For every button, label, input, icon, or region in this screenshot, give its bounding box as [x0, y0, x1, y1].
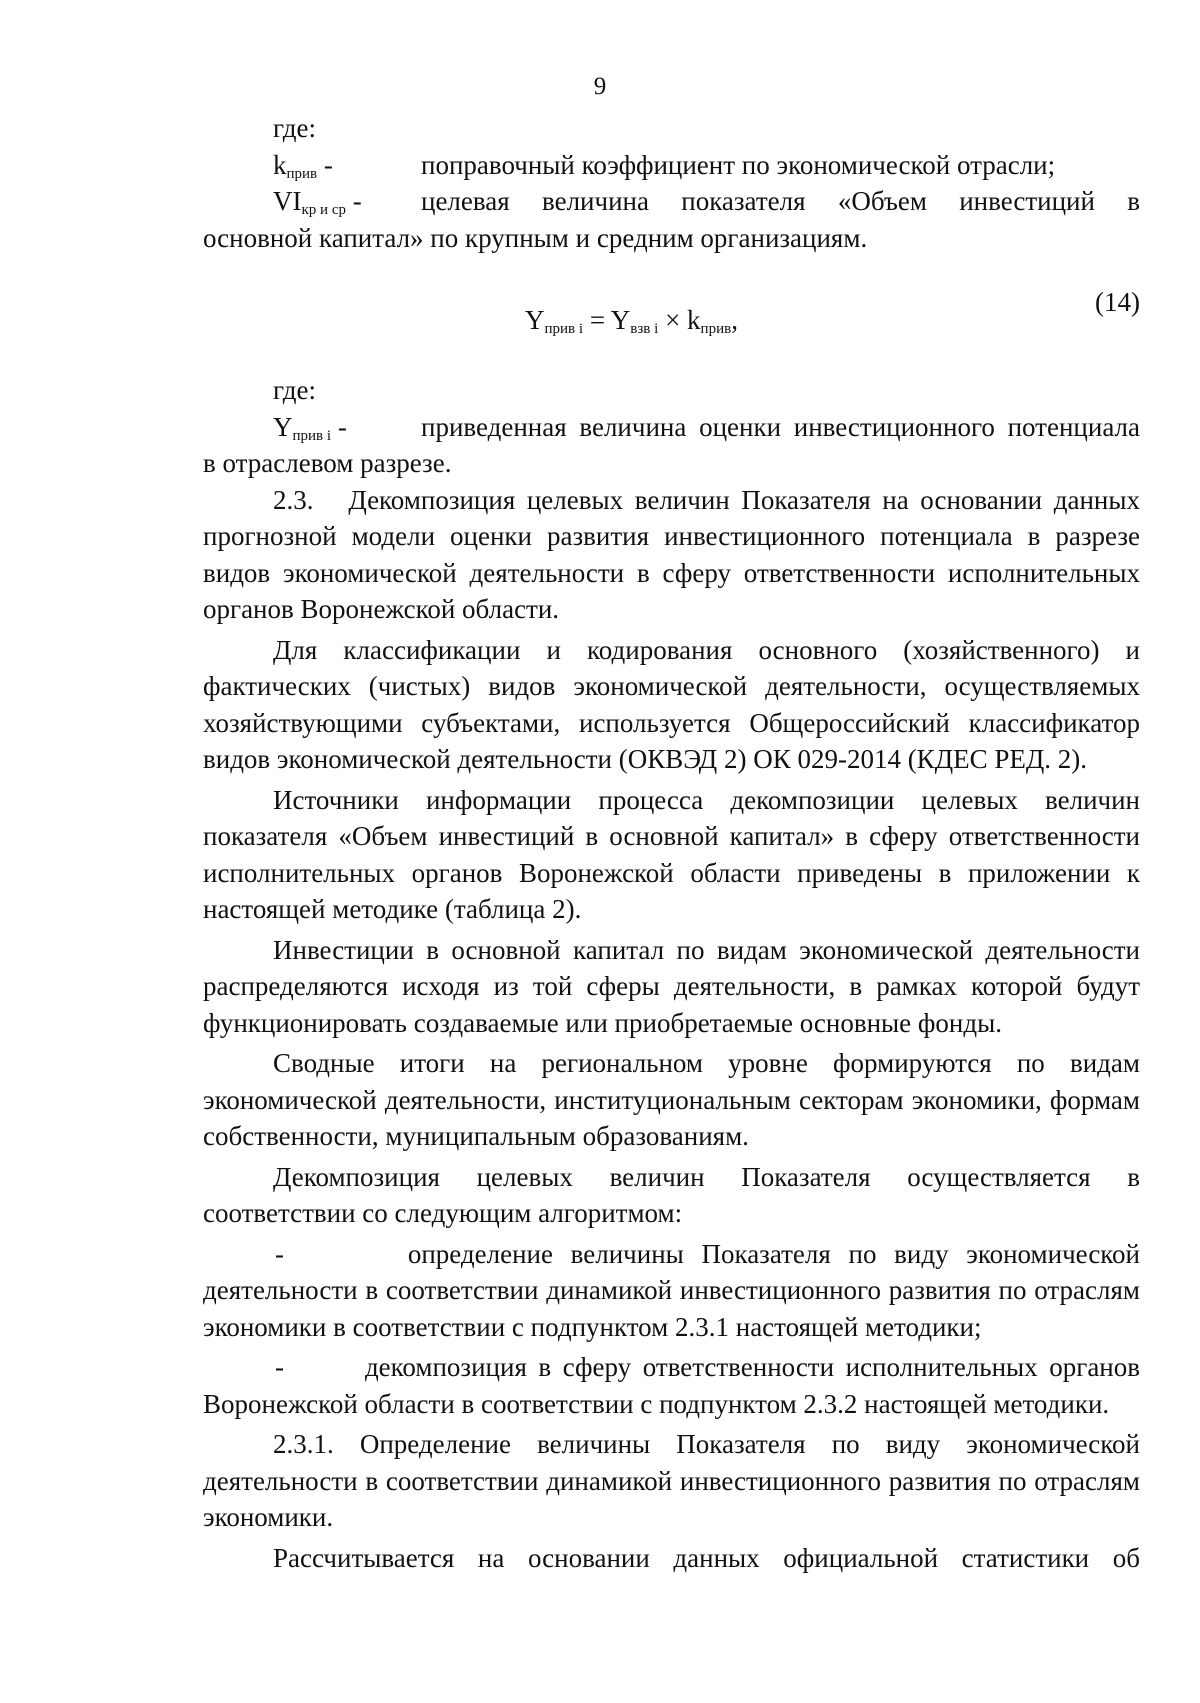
definition-term: $Y_{прив i}$ -: [273, 411, 347, 444]
definition-continuation: основной капитал» по крупным и средним организациям.: [203, 222, 868, 253]
definition-term: $k_{прив}$ -: [273, 149, 333, 182]
paragraph-totals: Сводные итоги на региональном уровне формируются по видам экономической деятельности, институциональным секторам экономики, формам собственности, муниципальным образованиям.: [203, 1048, 1140, 1151]
formula-14: [203, 286, 1140, 348]
page-number: 9: [593, 73, 607, 100]
list-item: - определение величины Показателя по виду экономической деятельности в соответствии динамикой инвестиционного развития по отраслям экономики в соответствии с подпунктом 2.3.1 настоящей методики;: [203, 1238, 1147, 1342]
paragraph-2-3-1: 2.3.1. Определение величины Показателя по виду экономической деятельности в соответствии динамикой инвестиционного развития по отраслям экономики.: [203, 1429, 1140, 1532]
paragraph-sources: Источники информации процесса декомпозиции целевых величин показателя «Объем инвестиций в основной капитал» в сферу ответственности исполнительных органов Воронежской области приведены в приложении к настоящей методике (таблица 2).: [203, 784, 1140, 924]
definition-text: приведенная величина оценки инвестиционного потенциала: [421, 411, 1140, 442]
list-item: - декомпозиция в сферу ответственности исполнительных органов Воронежской области в соответствии с подпунктом 2.3.2 настоящей методики.: [203, 1352, 1147, 1419]
where-label: где:: [273, 113, 316, 143]
paragraph-classification: Для классификации и кодирования основного (хозяйственного) и фактических (чистых) видов экономической деятельности, осуществляемых хозяйствующими субъектами, используется Общероссийский классификатор видов экономической деятельности (ОКВЭД 2) ОК 029-2014 (КДЕС РЕД. 2).: [203, 634, 1140, 774]
formula-number: (14): [1095, 287, 1140, 317]
paragraph-investments: Инвестиции в основной капитал по видам экономической деятельности распределяются исходя из той сферы деятельности, в рамках которой будут функционировать создаваемые или приобретаемые основные фонды.: [203, 934, 1140, 1038]
definition-text: целевая величина показателя «Объем инвестиций в: [421, 186, 1140, 216]
definition-text: поправочный коэффициент по экономической отрасли;: [421, 149, 1056, 180]
paragraph-decomposition: Декомпозиция целевых величин Показателя осуществляется в соответствии со следующим алгоритмом:: [203, 1161, 1140, 1228]
definition-vi: [203, 183, 1140, 220]
paragraph-2-3: 2.3. Декомпозиция целевых величин Показателя на основании данных прогнозной модели оценки развития инвестиционного потенциала в разрезе видов экономической деятельности в сферу ответственности исполнительных органов Воронежской области.: [203, 484, 1147, 624]
definition-k-priv: [203, 147, 1140, 184]
definition-continuation: в отраслевом разрезе.: [203, 448, 452, 478]
paragraph-calculation: Рассчитывается на основании данных официальной статистики об: [273, 1542, 1140, 1573]
where-label: где:: [273, 375, 316, 405]
definition-term: $VI_{кр и ср}$ -: [273, 186, 362, 218]
page-content: [203, 110, 1147, 1576]
definition-y-priv: [203, 409, 1140, 446]
formula-expression: $Y_{прив i} = Y_{взв i} \times k_{прив}$,: [525, 305, 738, 337]
